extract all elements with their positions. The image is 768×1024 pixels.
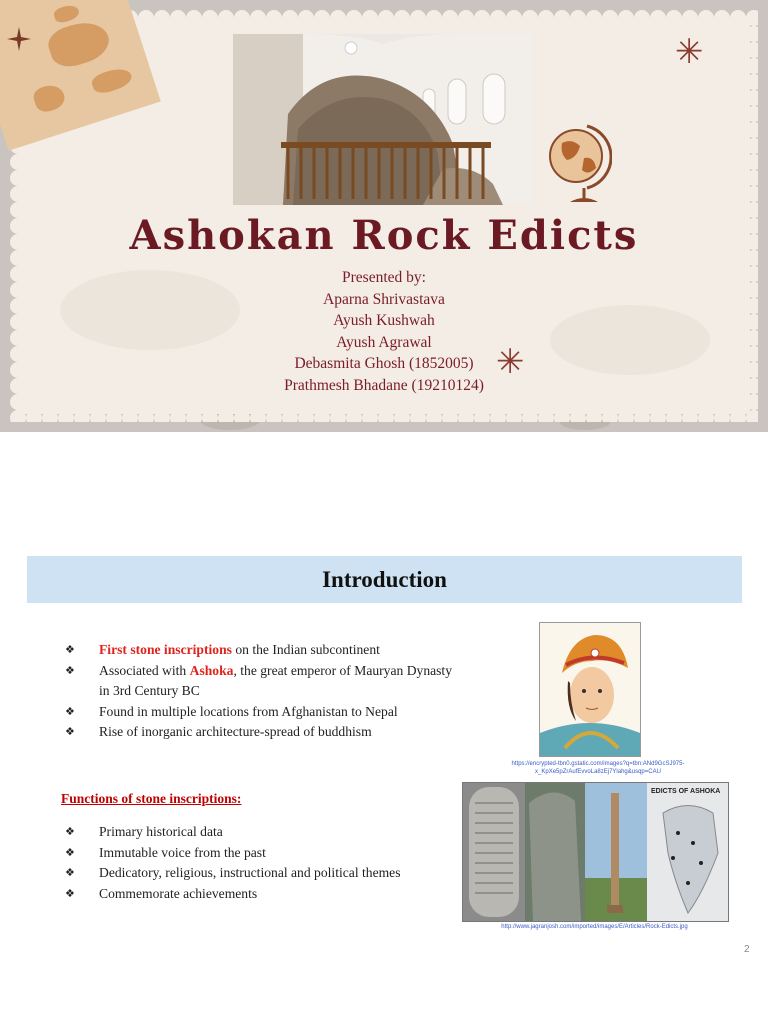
presented-by-label: Presented by:	[342, 269, 426, 286]
diamond-bullet-icon: ❖	[65, 886, 75, 900]
highlight-text: Ashoka	[189, 662, 234, 678]
bullet-text: Dedicatory, religious, instructional and political themes	[99, 865, 401, 881]
image-source-caption: http://www.jagranjosh.com/imported/images/E/Articles/Rock-Edicts.jpg	[501, 924, 688, 930]
bullet-text: Immutable voice from the past	[99, 844, 266, 860]
intro-bullet-list	[61, 640, 461, 743]
list-item	[61, 722, 461, 743]
edicts-collage-image	[462, 782, 729, 922]
bullet-text: Commemorate achievements	[99, 885, 258, 901]
bullet-text: , the great emperor of Mauryan Dynasty in 3rd Century BC	[99, 662, 453, 699]
bullet-text: Primary historical data	[99, 824, 223, 839]
presenter-name: Ayush Kushwah	[333, 312, 435, 329]
highlight-text: First stone inscriptions	[99, 642, 232, 657]
ashoka-portrait	[539, 622, 641, 757]
bullet-text: on the Indian subcontinent	[231, 642, 380, 657]
functions-heading: Functions of stone inscriptions:	[61, 791, 242, 806]
presenter-name: Debasmita Ghosh (1852005)	[294, 355, 474, 372]
list-item	[61, 661, 461, 702]
title-slide	[0, 0, 768, 432]
diamond-bullet-icon: ❖	[65, 704, 75, 718]
slide-title: Ashokan Rock Edicts	[129, 212, 639, 259]
diamond-bullet-icon: ❖	[65, 845, 75, 859]
presenter-name: Prathmesh Bhadane (19210124)	[284, 376, 484, 394]
diamond-bullet-icon: ❖	[65, 825, 75, 838]
functions-bullet-list	[61, 822, 461, 904]
list-item	[61, 640, 461, 661]
bullet-text: Associated with	[99, 662, 190, 678]
presenter-name: Ayush Agrawal	[336, 333, 432, 351]
globe-icon	[542, 118, 612, 208]
sparkle-icon: ✳	[496, 342, 525, 382]
slide-heading: Introduction	[322, 566, 447, 592]
presenter-name: Aparna Shrivastava	[323, 290, 445, 308]
rock-edict-photo	[233, 34, 533, 205]
diamond-bullet-icon: ❖	[65, 663, 75, 677]
list-item	[61, 884, 461, 905]
compass-icon	[6, 26, 32, 52]
bullet-text: Rise of inorganic architecture-spread of buddhism	[99, 724, 372, 740]
bullet-text: Found in multiple locations from Afghanistan to Nepal	[99, 703, 398, 719]
list-item	[61, 843, 461, 864]
list-item	[61, 822, 461, 843]
diamond-bullet-icon: ❖	[65, 725, 75, 739]
list-item	[61, 702, 461, 723]
presenters-block	[0, 267, 768, 396]
diamond-bullet-icon: ❖	[65, 643, 75, 656]
image-source-caption: https://encrypted-tbn0.gstatic.com/images?q=tbn:ANd9GcSJ975-x_KpXe5pZrAufEvvoLa8zEj7Ylahg&usqp=CAU	[511, 761, 685, 775]
list-item	[61, 863, 461, 884]
page-number: 2	[744, 944, 750, 955]
introduction-header-bar	[27, 556, 742, 603]
collage-map-title: EDICTS OF ASHOKA	[651, 788, 721, 795]
diamond-bullet-icon: ❖	[65, 866, 75, 880]
sparkle-icon: ✳	[675, 32, 704, 72]
